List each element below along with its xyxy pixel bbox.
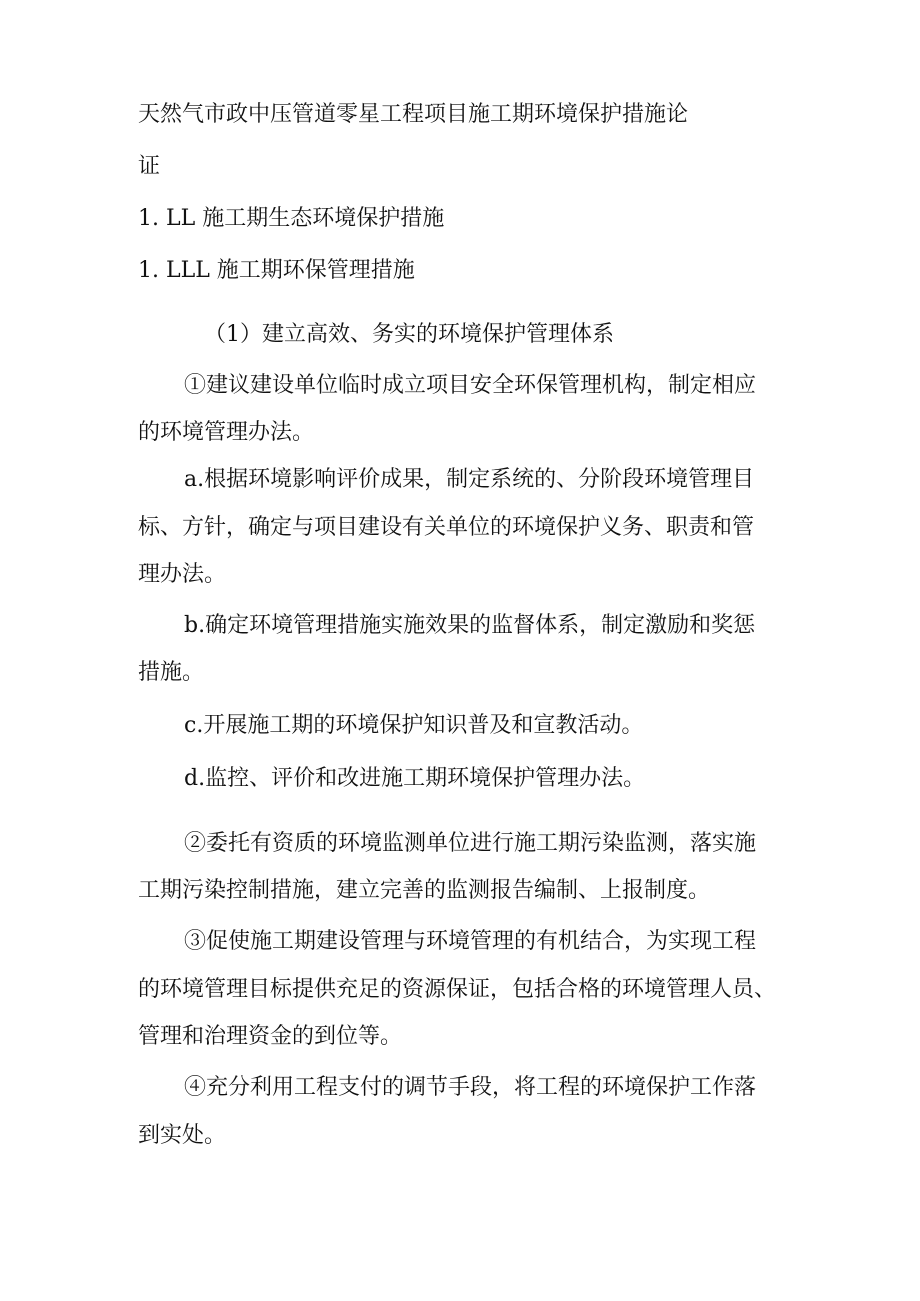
paragraph-3-line-1: ③促使施工期建设管理与环境管理的有机结合，为实现工程 — [184, 929, 757, 954]
paragraph-1-line-1: ①建议建设单位临时成立项目安全环保管理机构，制定相应 — [184, 373, 757, 398]
document-title-line-1: 天然气市政中压管道零星工程项目施工期环境保护措施论 — [138, 102, 689, 127]
paragraph-1-line-2: 的环境管理办法。 — [138, 420, 315, 445]
paragraph-3-line-2: 的环境管理目标提供充足的资源保证，包括合格的环境管理人员、 — [138, 977, 777, 1002]
paragraph-a-line-2: 标、方针，确定与项目建设有关单位的环境保护义务、职责和管 — [138, 515, 755, 540]
paragraph-b-line-1: b.确定环境管理措施实施效果的监督体系，制定激励和奖惩 — [184, 613, 756, 638]
paragraph-3-line-3: 管理和治理资金的到位等。 — [138, 1024, 403, 1049]
paragraph-a-line-3: 理办法。 — [138, 562, 227, 587]
subheading-management-system: （1）建立高效、务实的环境保护管理体系 — [204, 322, 614, 347]
paragraph-4-line-1: ④充分利用工程支付的调节手段，将工程的环境保护工作落 — [184, 1075, 757, 1100]
paragraph-d-line-1: d.监控、评价和改进施工期环境保护管理办法。 — [184, 766, 646, 791]
paragraph-c-line-1: c.开展施工期的环境保护知识普及和宣教活动。 — [184, 713, 644, 738]
section-heading-management: 1. LLL 施工期环保管理措施 — [138, 258, 415, 283]
paragraph-a-line-1: a.根据环境影响评价成果，制定系统的、分阶段环境管理目 — [184, 467, 755, 492]
paragraph-2-line-2: 工期污染控制措施，建立完善的监测报告编制、上报制度。 — [138, 878, 711, 903]
document-title-line-2: 证 — [138, 154, 161, 179]
paragraph-b-line-2: 措施。 — [138, 660, 205, 685]
section-heading-ecology: 1. LL 施工期生态环境保护措施 — [138, 206, 445, 231]
paragraph-2-line-1: ②委托有资质的环境监测单位进行施工期污染监测，落实施 — [184, 831, 757, 856]
paragraph-4-line-2: 到实处。 — [138, 1123, 227, 1148]
